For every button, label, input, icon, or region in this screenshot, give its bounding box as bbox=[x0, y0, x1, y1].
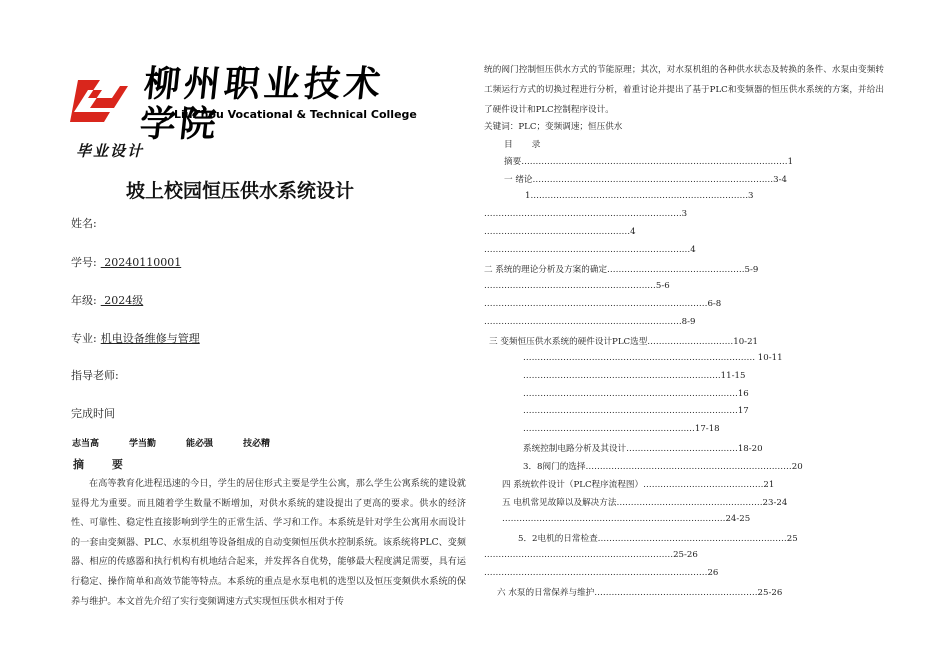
toc-entry[interactable]: ……………………………………………………………3 bbox=[484, 209, 688, 219]
graduation-design-label: 毕业设计 bbox=[76, 142, 145, 160]
field-value: 20240110001 bbox=[100, 256, 182, 269]
toc-entry[interactable]: ……………………………………………4 bbox=[484, 227, 636, 237]
toc-entry[interactable]: ……………………………………………………………………6-8 bbox=[484, 299, 722, 309]
field-grade bbox=[71, 292, 143, 308]
thesis-title: 坡上校园恒压供水系统设计 bbox=[126, 180, 355, 202]
toc-entry[interactable]: ……………………………………………………17-18 bbox=[523, 424, 720, 434]
toc-entry[interactable]: …………………………………………………………………16 bbox=[523, 389, 749, 399]
field-completion-time bbox=[71, 405, 119, 421]
motto-item: 技必精 bbox=[243, 439, 271, 449]
field-label: 学号: bbox=[71, 256, 97, 269]
toc-title: 目 录 bbox=[504, 140, 549, 150]
field-label: 年级: bbox=[71, 294, 97, 307]
toc-entry[interactable]: …………………………………………………………25-26 bbox=[484, 550, 698, 560]
motto-item: 学当勤 bbox=[129, 439, 157, 449]
college-emblem-icon bbox=[70, 76, 128, 126]
toc-entry[interactable]: …………………………………………………………………17 bbox=[523, 406, 749, 416]
toc-entry[interactable]: ……………………………………………………………………24-25 bbox=[502, 514, 751, 524]
field-student-id bbox=[71, 254, 181, 270]
toc-entry[interactable]: ……………………………………………………………………26 bbox=[484, 568, 719, 578]
abstract-text: 在高等教育化进程迅速的今日，学生的居住形式主要是学生公寓，那么学生公寓系统的建设就显得尤为重要。而且随着学生数量不断增加，对供水系统的建设提出了更高的要求。供水的经济性、可靠性、稳定性直接影响到学生的正常生活、学习和工作。本系统是针对学生公寓用水而设计的一套由变频器、PLC、水泵机组等设备组成的自动变频恒压供水控制系统。该系统将PLC、变频器、相应的传感器和执行机构有机地结合起来，并发挥各自优势，能够最大程度满足需要，具有运行稳定、操作简单和高效节能等特点。本系统的重点是水泵电机的选型以及恒压变频供水系统的保养与维护。本文首先介绍了实行变频调速方式实现恒压供水相对于传 bbox=[71, 479, 466, 607]
abstract-toc-page bbox=[475, 0, 950, 672]
toc-entry[interactable]: ……………………………………………………………………… 10-11 bbox=[523, 353, 783, 363]
motto-item: 能必强 bbox=[186, 439, 214, 449]
abstract-continued: 统的阀门控制恒压供水方式的节能原理；其次，对水泵机组的各种供水状态及转换的条件、水泵由变频转工频运行方式的切换过程进行分析，着重讨论并提出了基于PLC和变频器的恒压供水系统的方案，并给出了硬件设计和PLC控制程序设计。 bbox=[484, 65, 884, 115]
toc-entry[interactable]: 5．2电机的日常检查…………………………………………………………25 bbox=[518, 534, 798, 544]
keywords: 关键词：PLC；变频调速；恒压供水 bbox=[484, 122, 623, 132]
college-name-cn: 柳州职业技术学院 bbox=[137, 63, 387, 145]
toc-entry[interactable]: ……………………………………………………………11-15 bbox=[523, 371, 746, 381]
toc-entry[interactable]: 1.…………………………………………………………………3 bbox=[525, 191, 754, 201]
college-name-en: LiuZhou Vocational & Technical College bbox=[174, 108, 417, 121]
abstract-heading: 摘 要 bbox=[73, 458, 135, 471]
college-motto bbox=[72, 436, 270, 449]
toc-entry[interactable]: 系统控制电路分析及其设计…………………………………18-20 bbox=[523, 444, 763, 454]
field-label: 专业: bbox=[71, 332, 97, 345]
field-value: 2024级 bbox=[100, 294, 144, 307]
toc-entry[interactable]: 四 系统软件设计（PLC程序流程图）……………………………………21 bbox=[502, 480, 775, 490]
motto-item: 志当高 bbox=[72, 439, 100, 449]
field-label: 指导老师: bbox=[71, 369, 119, 382]
toc-entry[interactable]: ………………………………………………………………4 bbox=[484, 245, 696, 255]
field-label: 完成时间 bbox=[71, 407, 115, 420]
toc-entry[interactable]: 摘要…………………………………………………………………………………1 bbox=[504, 157, 794, 167]
toc-entry[interactable]: ……………………………………………………………8-9 bbox=[484, 317, 696, 327]
field-major bbox=[71, 330, 200, 346]
toc-entry[interactable]: 一 绪论…………………………………………………………………………3-4 bbox=[504, 175, 787, 185]
field-name bbox=[71, 215, 101, 231]
college-logo bbox=[70, 63, 417, 145]
toc-entry[interactable]: 3．8阀门的选择………………………………………………………………20 bbox=[523, 462, 803, 472]
field-label: 姓名: bbox=[71, 217, 97, 230]
toc-entry[interactable]: 三 变频恒压供水系统的硬件设计PLC选型…………………………10-21 bbox=[489, 337, 759, 347]
field-value: 机电设备维修与管理 bbox=[100, 332, 200, 345]
toc-entry[interactable]: ……………………………………………………5-6 bbox=[484, 281, 670, 291]
toc-entry[interactable]: 五 电机常见故障以及解决方法……………………………………………23-24 bbox=[502, 498, 788, 508]
toc-entry[interactable]: 二 系统的理论分析及方案的确定…………………………………………5-9 bbox=[484, 265, 759, 275]
field-advisor bbox=[71, 367, 123, 383]
toc-entry[interactable]: 六 水泵的日常保养与维护…………………………………………………25-26 bbox=[497, 588, 783, 598]
